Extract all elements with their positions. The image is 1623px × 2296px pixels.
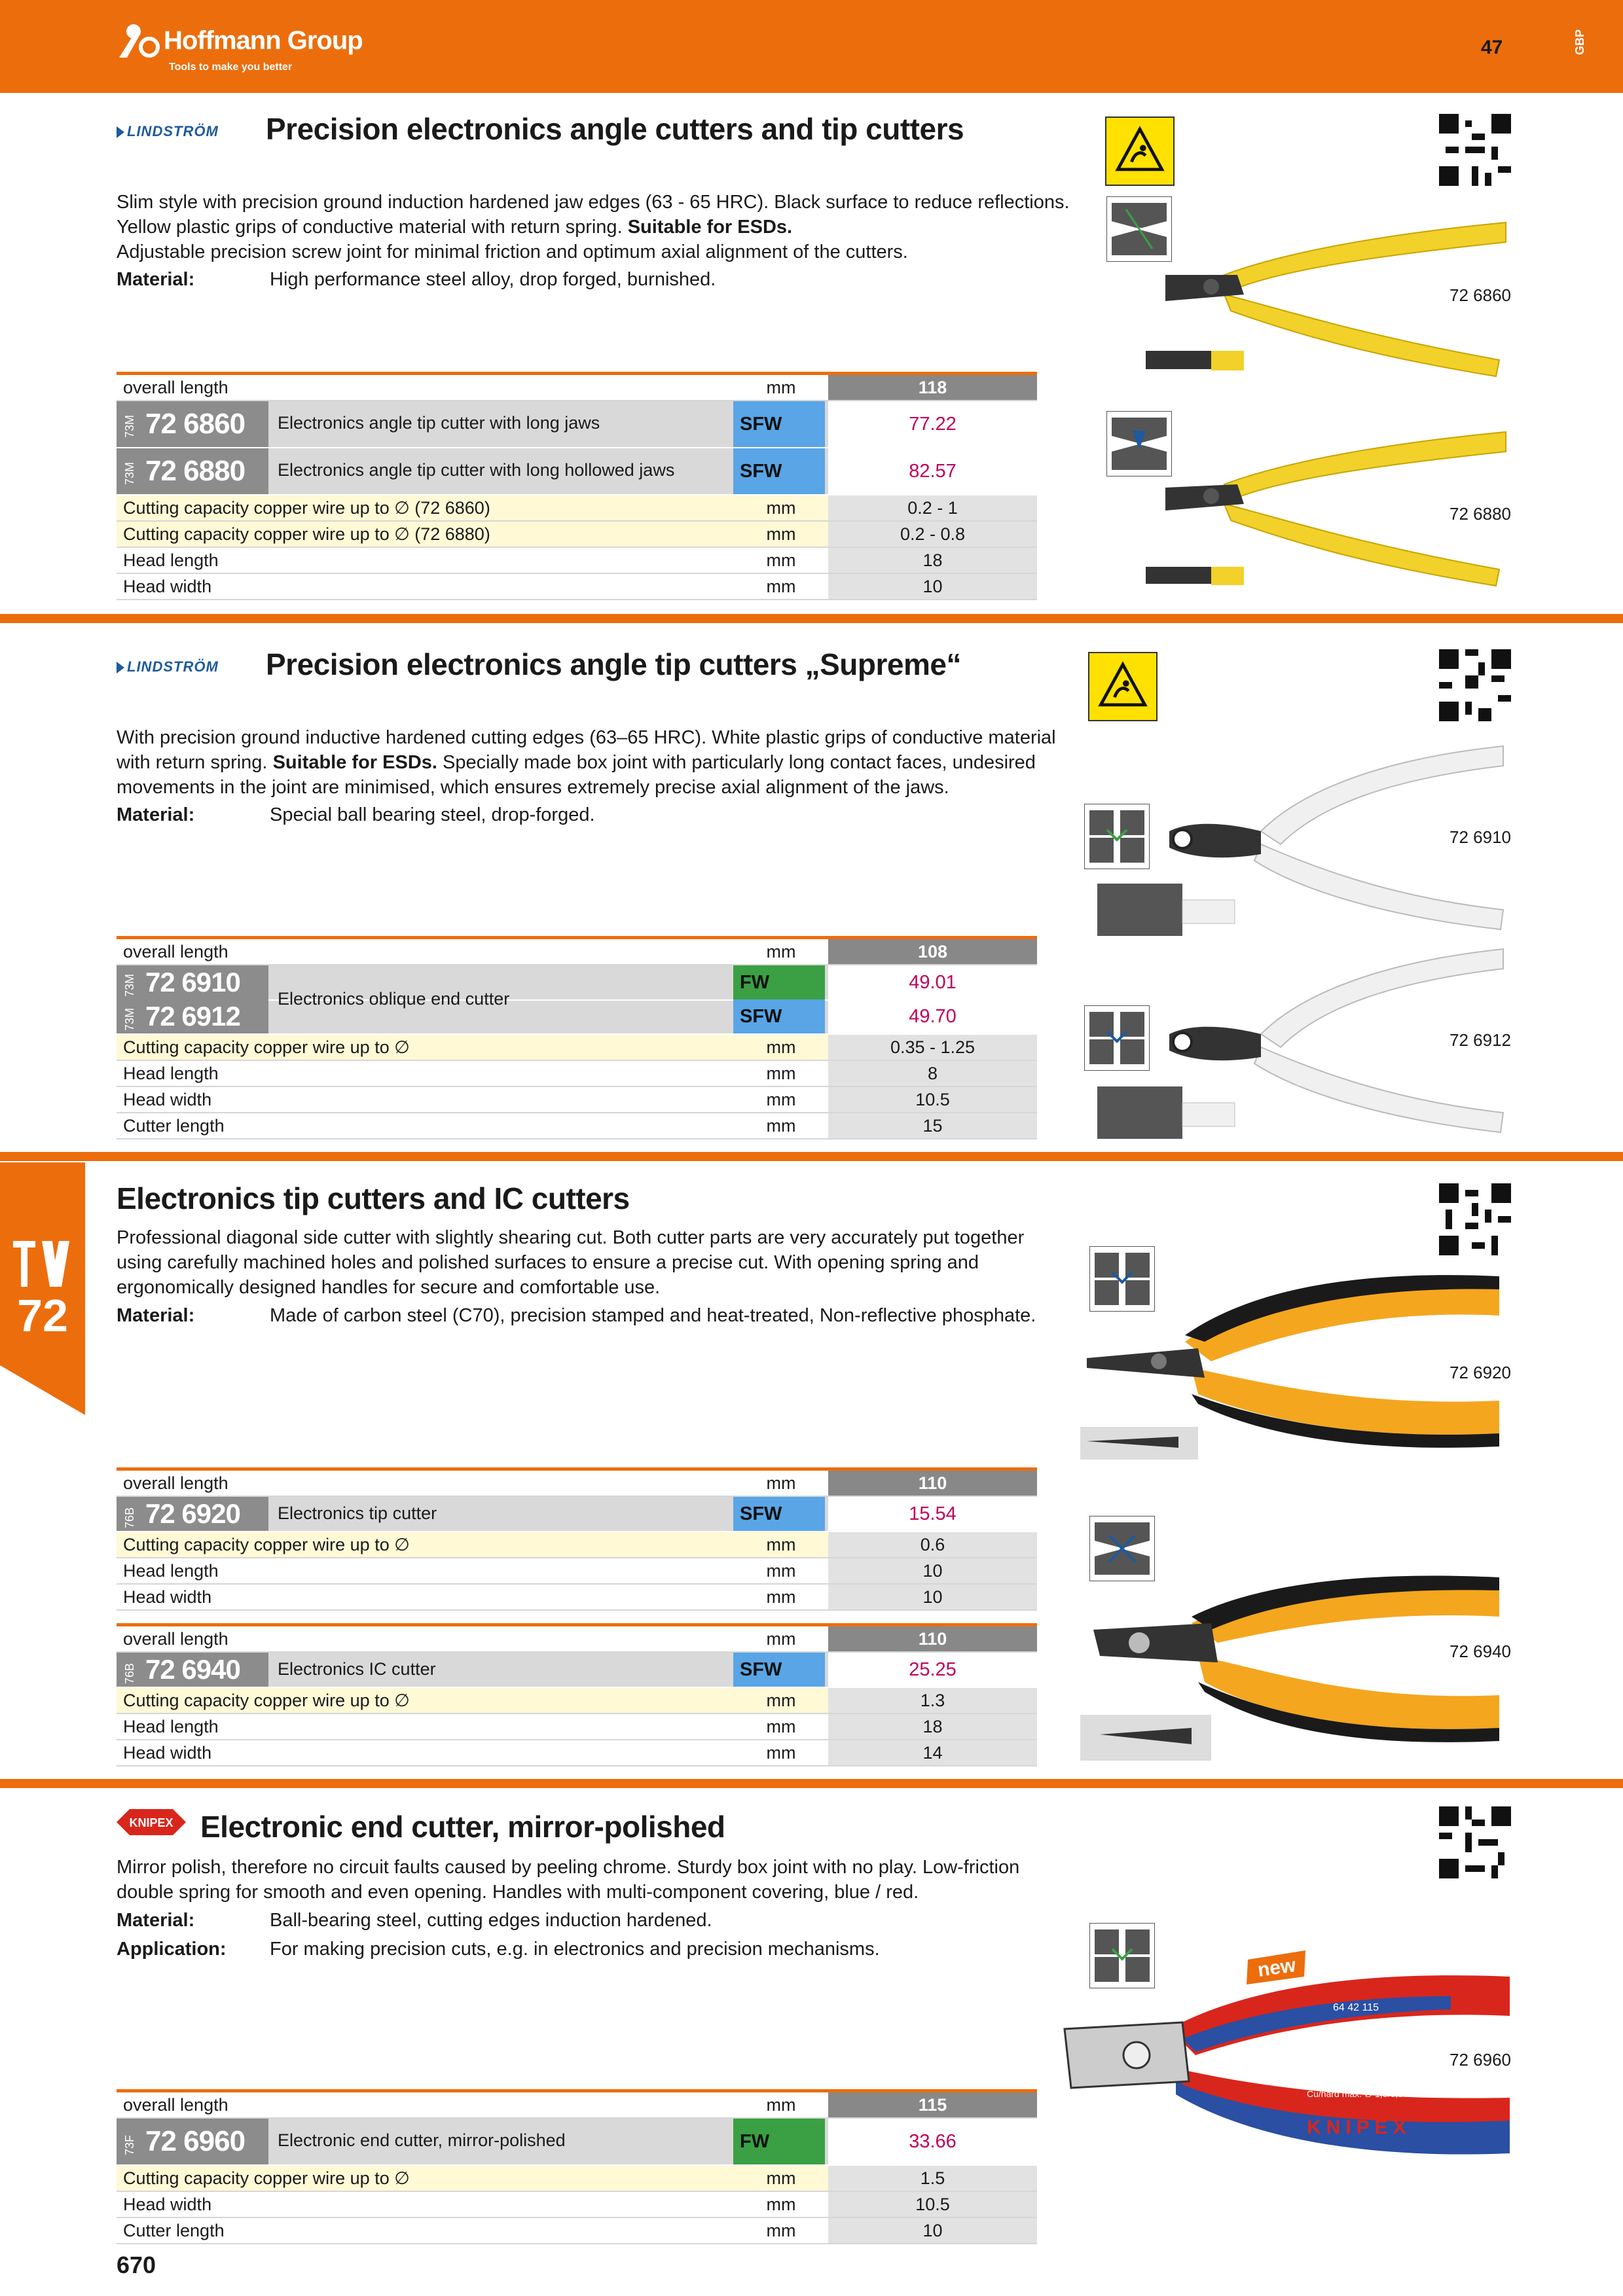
image-reference: 72 6910 [1450,827,1511,847]
lindstrom-logo: LINDSTRÖM [117,658,219,675]
price: 77.22 [828,401,1037,447]
spec-row: Head width mm 10.5 [117,2192,1037,2218]
svg-text:KNIPEX: KNIPEX [129,1816,173,1829]
section-title: Precision electronics angle cutters and tip cutters [266,112,964,146]
image-reference: 72 6940 [1450,1641,1511,1661]
overall-length-row: overall length mm 110 [117,1467,1037,1497]
hoffmann-logo-icon [117,22,162,59]
spec-row: Head length mm 18 [117,548,1037,574]
cutter-product-image [1058,1957,1516,2179]
knipex-logo [117,1806,186,1838]
spec-row: Head width mm 10 [117,574,1037,600]
application-row: Application: For making precision cuts, e.g. in electronics and precision mechanisms. [117,1939,880,1960]
article-group [117,965,1037,1035]
svg-text:Cu/hard max. ∅ 1,5/0,5 mm: Cu/hard max. ∅ 1,5/0,5 mm [1307,2089,1421,2099]
section-description: With precision ground inductive hardened cutting edges (63–65 HRC). White plastic grips of conductive material with return spring. Suitable for ESDs. Specially made box joint with particularly long contact faces, undesired movements in the joint are minimised, which ensures extremely precise axial alignment of the jaws. [117,727,1056,798]
article-row[interactable]: 76B 72 6920 Electronics tip cutter SFW 15.54 [117,1497,1037,1532]
price: 49.70 [828,999,1037,1033]
overall-length-row: overall length mm 118 [117,372,1037,401]
spec-row: Cutting capacity copper wire up to ∅ (72 6860) mm 0.2 - 1 [117,495,1037,522]
overall-length-row: overall length mm 115 [117,2089,1037,2119]
esd-warning-icon [1105,117,1175,186]
spec-table [117,2089,1037,2244]
image-reference: 72 6880 [1450,504,1511,524]
article-row[interactable]: 73M 72 6912 SFW 49.70 [117,999,1037,1035]
image-reference: 72 6960 [1450,2050,1511,2070]
esd-warning-icon [1088,652,1158,721]
price: 25.25 [828,1653,1037,1687]
footer-page-number: 670 [117,2251,156,2278]
section-description: Professional diagonal side cutter with slightly shearing cut. Both cutter parts are very accurately put together using carefully machined holes and polished surfaces to ensure a precise cut. With opening spring and ergonomically designed handles for secure and comfortable use. [117,1227,1025,1298]
price: 33.66 [828,2119,1037,2164]
overall-length-row: overall length mm 110 [117,1623,1037,1653]
brand-tagline: Tools to make you better [169,62,293,73]
price: 15.54 [828,1497,1037,1531]
spec-row: Cutting capacity copper wire up to ∅ mm 1.3 [117,1688,1037,1714]
svg-text:64 42 115: 64 42 115 [1333,2002,1379,2013]
spec-row: Head width mm 10.5 [117,1087,1037,1113]
cutter-product-image [1080,1571,1512,1767]
overall-length-row: overall length mm 108 [117,936,1037,965]
spec-table [117,936,1037,1139]
qr-code-icon [1439,649,1511,721]
article-row[interactable]: 73M 72 6860 Electronics angle tip cutter with long jaws SFW 77.22 [117,401,1037,448]
spec-row: Head width mm 14 [117,1740,1037,1767]
article-row[interactable]: 73F 72 6960 Electronic end cutter, mirror-polished FW 33.66 [117,2119,1037,2166]
article-name: Electronics oblique end cutter [278,989,510,1009]
spec-row: Cutting capacity copper wire up to ∅ mm 0.35 - 1.25 [117,1035,1037,1061]
material-row: Material: High performance steel alloy, drop forged, burnished. [117,269,716,290]
price: 49.01 [828,965,1037,999]
section-title: Electronic end cutter, mirror-polished [200,1810,725,1844]
spec-table [117,372,1037,600]
spec-row: Cutting capacity copper wire up to ∅ (72 6880) mm 0.2 - 0.8 [117,522,1037,548]
page-number: 47 [1481,37,1503,58]
section-description: Slim style with precision ground induction hardened jaw edges (63 - 65 HRC). Black surface to reduce reflections. Yellow plastic grips of conductive material with return spring. Suitable for ESDs. Adjustable precision screw joint for minimal friction and optimum axial alignment of the cutters. [117,192,1070,262]
spec-row: Head length mm 8 [117,1061,1037,1087]
article-row[interactable]: 73M 72 6910 FW 49.01 [117,965,1037,1001]
image-reference: 72 6920 [1450,1363,1511,1382]
spec-row: Cutting capacity copper wire up to ∅ mm 1.5 [117,2166,1037,2192]
qr-code-icon [1439,1806,1511,1878]
section-divider [0,614,1623,623]
svg-text:new: new [1256,1954,1298,1981]
cutter-product-image [1080,1270,1512,1466]
pliers-tab-icon [0,1162,85,1415]
brand-name: Hoffmann Group [164,26,363,55]
image-reference: 72 6860 [1450,285,1511,305]
qr-code-icon [1439,1183,1511,1255]
material-row: Material: Ball-bearing steel, cutting edges induction hardened. [117,1910,712,1931]
svg-text:KNIPEX: KNIPEX [1307,2117,1412,2138]
article-row[interactable]: 76B 72 6940 Electronics IC cutter SFW 25.25 [117,1653,1037,1688]
section-description: Mirror polish, therefore no circuit faults caused by peeling chrome. Sturdy box joint with no play. Low-friction double spring for smooth and even opening. Handles with multi-component covering, blue / red. [117,1857,1020,1903]
material-row: Material: Special ball bearing steel, drop-forged. [117,804,595,825]
section-title: Precision electronics angle tip cutters „Supreme“ [266,647,961,681]
spec-row: Cutter length mm 10 [117,2218,1037,2244]
section-divider [0,1779,1623,1788]
section-title: Electronics tip cutters and IC cutters [117,1181,630,1215]
price: 82.57 [828,448,1037,494]
spec-row: Head length mm 18 [117,1714,1037,1740]
cutter-product-image [1084,936,1510,1145]
material-row: Material: Made of carbon steel (C70), precision stamped and heat-treated, Non-reflective phosphate. [117,1305,1036,1326]
spec-table [117,1467,1037,1611]
spec-table [117,1623,1037,1767]
section-divider [0,1152,1623,1161]
lindstrom-logo: LINDSTRÖM [117,123,219,140]
image-reference: 72 6912 [1450,1030,1511,1050]
qr-code-icon [1439,114,1511,186]
article-row[interactable]: 73M 72 6880 Electronics angle tip cutter with long hollowed jaws SFW 82.57 [117,448,1037,495]
spec-row: Cutter length mm 15 [117,1113,1037,1139]
spec-row: Head width mm 10 [117,1585,1037,1611]
side-tab-number: 72 [17,1290,68,1341]
spec-row: Head length mm 10 [117,1558,1037,1585]
cutter-product-image [1084,733,1510,942]
region-label: GBP [1573,29,1586,55]
spec-row: Cutting capacity copper wire up to ∅ mm 0.6 [117,1532,1037,1558]
